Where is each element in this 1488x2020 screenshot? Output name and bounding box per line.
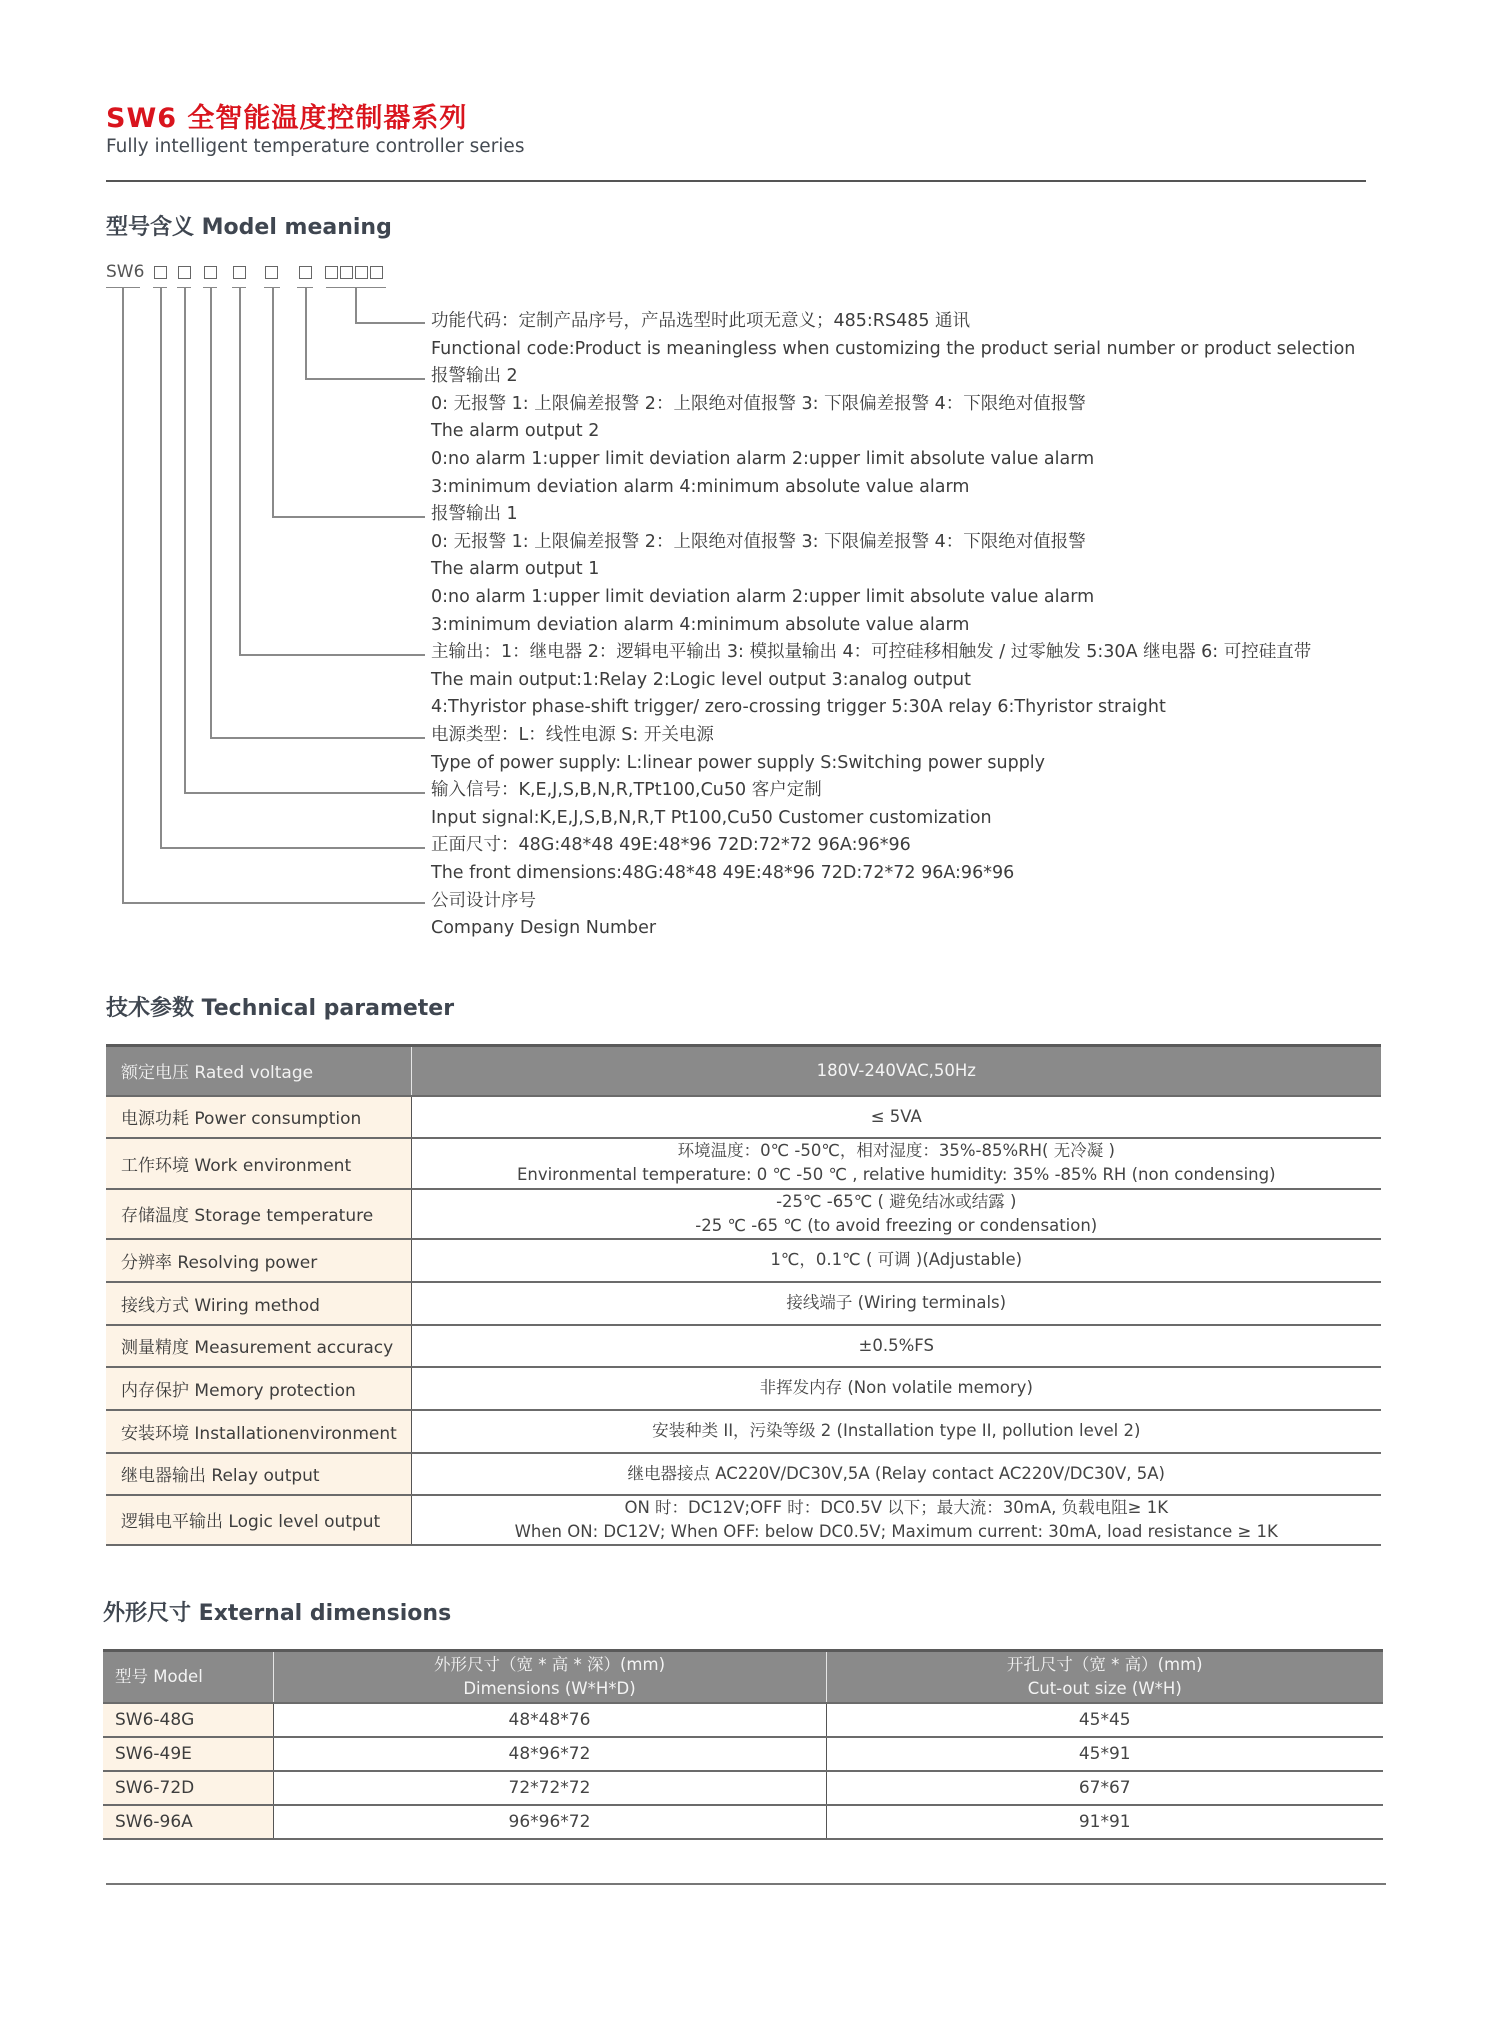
tech-value-line: ±0.5%FS [858,1335,934,1355]
tech-param-name: 安装环境 Installationenvironment [106,1410,411,1453]
header-dimensions-en: Dimensions (W*H*D) [463,1678,636,1698]
code-box-function-4 [370,266,383,279]
dimensions-row [103,1737,1383,1771]
tech-row [106,1138,1381,1189]
header-dimensions [273,1651,826,1703]
page-subtitle: Fully intelligent temperature controller series [106,136,525,157]
tech-value-line: When ON: DC12V; When OFF: below DC0.5V; Maximum current: 30mA, load resistance ≥ 1K [514,1521,1278,1541]
leader-power-type [210,288,212,737]
description-line: 3:minimum deviation alarm 4:minimum absolute value alarm [431,614,970,635]
code-box-input-signal [178,266,191,279]
cutout-cell: 45*45 [826,1703,1383,1737]
header-dimensions-cn: 外形尺寸（宽 * 高 * 深）(mm) [434,1654,665,1674]
code-box-alarm-1 [265,266,278,279]
description-heading: 电源类型：L：线性电源 S: 开关电源 [431,725,714,745]
tech-row [106,1453,1381,1495]
leader-alarm-2-h [305,378,425,380]
tech-param-value [411,1189,1381,1239]
leader-front-dimensions [160,288,162,847]
cutout-cell: 91*91 [826,1805,1383,1839]
description-line: 0:no alarm 1:upper limit deviation alarm 2:upper limit absolute value alarm [431,587,1095,607]
cutout-cell: 67*67 [826,1771,1383,1805]
tech-param-name: 电源功耗 Power consumption [106,1096,411,1138]
leader-main-output [239,288,241,654]
description-line: The alarm output 1 [431,559,600,580]
header-cutout [826,1651,1383,1703]
leader-power-type-h [210,737,425,739]
leader-input-signal [184,288,186,792]
dimensions-cell: 48*48*76 [273,1703,826,1737]
tech-param-name: 内存保护 Memory protection [106,1367,411,1410]
dimensions-row [103,1703,1383,1737]
tech-value-line: 环境温度：0℃ -50℃，相对湿度：35%-85%RH( 无冷凝 ) [677,1141,1115,1160]
tech-row [106,1096,1381,1138]
tech-param-value [411,1325,1381,1367]
tech-row [106,1495,1381,1545]
model-cell: SW6-49E [103,1737,273,1771]
tech-param-name: 继电器输出 Relay output [106,1453,411,1495]
tech-param-name: 存储温度 Storage temperature [106,1189,411,1239]
code-box-function-2 [340,266,353,279]
tech-value-line: 继电器接点 AC220V/DC30V,5A (Relay contact AC220V/DC30V, 5A) [627,1463,1165,1483]
leader-function [355,288,357,322]
leader-company-design [122,288,124,902]
tech-param-value [411,1239,1381,1282]
leader-alarm-2 [305,288,307,378]
leader-alarm-1-h [272,516,425,518]
description-heading: 报警输出 1 [431,504,518,525]
leader-company-design-h [122,902,425,904]
code-box-main-output [233,266,246,279]
tech-param-name: 工作环境 Work environment [106,1138,411,1189]
description-heading: 公司设计序号 [431,890,536,911]
header-cutout-en: Cut-out size (W*H) [1027,1678,1182,1698]
tech-value-line: -25℃ -65℃ ( 避免结冰或结露 ) [776,1191,1017,1211]
description-line: 4:Thyristor phase-shift trigger/ zero-crossing trigger 5:30A relay 6:Thyristor straight [431,697,1166,718]
description-line: Input signal:K,E,J,S,B,N,R,T Pt100,Cu50 Customer customization [431,807,992,828]
model-meaning-title: 型号含义 Model meaning [106,215,392,240]
code-prefix: SW6 [106,262,145,282]
tech-param-value [411,1410,1381,1453]
leader-function-h [355,322,425,324]
header-model: 型号 Model [103,1651,273,1703]
code-box-front-dimensions [154,266,167,279]
header-cutout-cn: 开孔尺寸（宽 * 高）(mm) [1006,1654,1203,1674]
technical-parameter-title: 技术参数 Technical parameter [106,996,455,1021]
tech-value-line: 非挥发内存 (Non volatile memory) [759,1378,1033,1397]
description-line: Functional code:Product is meaningless when customizing the product serial number or product selection [431,338,1356,359]
description-line: 0:no alarm 1:upper limit deviation alarm 2:upper limit absolute value alarm [431,449,1095,469]
model-cell: SW6-72D [103,1771,273,1805]
tech-param-value [411,1367,1381,1410]
tech-value-line: -25 ℃ -65 ℃ (to avoid freezing or condensation) [695,1215,1098,1235]
model-cell: SW6-96A [103,1805,273,1839]
tech-row [106,1189,1381,1239]
tech-param-value [411,1453,1381,1495]
tech-value-line: 180V-240VAC,50Hz [816,1060,976,1080]
tech-param-name: 额定电压 Rated voltage [106,1046,411,1096]
dimensions-cell: 96*96*72 [273,1805,826,1839]
model-cell: SW6-48G [103,1703,273,1737]
description-line: 3:minimum deviation alarm 4:minimum absolute value alarm [431,476,970,497]
description-line: The alarm output 2 [431,421,600,442]
external-dimensions-title: 外形尺寸 External dimensions [103,1601,452,1626]
description-line: 0: 无报警 1: 上限偏差报警 2：上限绝对值报警 3: 下限偏差报警 4：下限绝对值报警 [431,531,1086,552]
page-title: SW6 全智能温度控制器系列 [106,103,468,134]
description-heading: 输入信号：K,E,J,S,B,N,R,TPt100,Cu50 客户定制 [431,780,822,801]
tech-value-line: ON 时：DC12V;OFF 时：DC0.5V 以下；最大流：30mA, 负载电阻≥ 1K [624,1497,1169,1517]
description-heading: 功能代码：定制产品序号，产品选型时此项无意义；485:RS485 通讯 [431,311,971,331]
tech-param-value [411,1495,1381,1545]
dimensions-row [103,1805,1383,1839]
tech-row [106,1410,1381,1453]
description-line: The main output:1:Relay 2:Logic level output 3:analog output [431,669,972,690]
tech-param-value [411,1138,1381,1189]
description-line: Type of power supply: L:linear power supply S:Switching power supply [431,752,1046,773]
description-line: 0: 无报警 1: 上限偏差报警 2：上限绝对值报警 3: 下限偏差报警 4：下限绝对值报警 [431,393,1086,414]
tech-param-value [411,1096,1381,1138]
code-box-power-type [204,266,217,279]
description-heading: 正面尺寸：48G:48*48 49E:48*96 72D:72*72 96A:96*96 [431,835,911,856]
tech-param-name: 接线方式 Wiring method [106,1282,411,1325]
tech-value-line: Environmental temperature: 0 ℃ -50 ℃ , relative humidity: 35% -85% RH (non condensing) [516,1165,1276,1184]
tech-param-name: 逻辑电平输出 Logic level output [106,1495,411,1545]
description-heading: 主输出：1：继电器 2：逻辑电平输出 3: 模拟量输出 4：可控硅移相触发 / 过零触发 5:30A 继电器 6: 可控硅直带 [431,642,1312,663]
dimensions-row [103,1771,1383,1805]
external-dimensions-table [103,1649,1383,1840]
leader-front-dimensions-h [160,847,425,849]
tech-row [106,1325,1381,1367]
tech-param-value [411,1046,1381,1096]
dimensions-cell: 72*72*72 [273,1771,826,1805]
tech-value-line: ≤ 5VA [870,1106,922,1126]
tech-row [106,1239,1381,1282]
leader-input-signal-h [184,792,425,794]
code-box-function-1 [325,266,338,279]
tech-param-value [411,1282,1381,1325]
tech-param-name: 分辨率 Resolving power [106,1239,411,1282]
leader-main-output-h [239,654,425,656]
tech-value-line: 1℃，0.1℃ ( 可调 )(Adjustable) [770,1250,1023,1269]
tech-param-name: 测量精度 Measurement accuracy [106,1325,411,1367]
cutout-cell: 45*91 [826,1737,1383,1771]
description-line: The front dimensions:48G:48*48 49E:48*96 72D:72*72 96A:96*96 [431,863,1015,883]
code-box-function-3 [355,266,368,279]
technical-parameter-table [106,1044,1381,1546]
tech-value-line: 安装种类 II，污染等级 2 (Installation type II, pollution level 2) [652,1421,1141,1440]
footer-divider [106,1883,1386,1885]
leader-alarm-1 [272,288,274,516]
description-heading: 报警输出 2 [431,366,518,387]
description-line: Company Design Number [431,918,657,939]
tech-row [106,1046,1381,1096]
tech-value-line: 接线端子 (Wiring terminals) [786,1293,1007,1312]
dimensions-header-row [103,1651,1383,1703]
header-divider [106,180,1366,182]
tech-row [106,1367,1381,1410]
code-box-alarm-2 [299,266,312,279]
tech-row [106,1282,1381,1325]
dimensions-cell: 48*96*72 [273,1737,826,1771]
